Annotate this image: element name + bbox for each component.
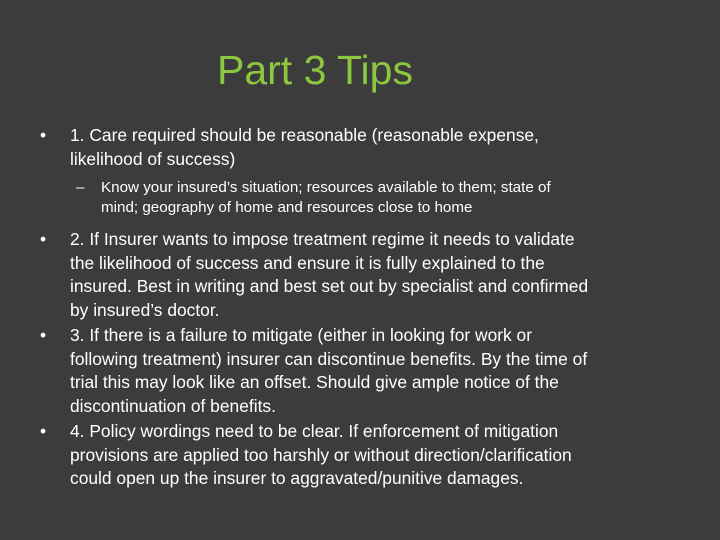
bullet-line: could open up the insurer to aggravated/punitive damages. [70, 468, 524, 488]
bullet-line: following treatment) insurer can discontinue benefits. By the time of [70, 348, 588, 369]
bullet-line: 3. If there is a failure to mitigate (either in looking for work or [70, 325, 533, 345]
slide-body [0, 124, 720, 491]
bullet-item [0, 420, 720, 491]
bullet-marker: • [40, 421, 47, 441]
bullet-marker: • [40, 325, 47, 345]
bullet-item [0, 324, 720, 418]
bullet-line: trial this may look like an offset. Should give ample notice of the [70, 372, 559, 392]
slide-title: Part 3 Tips [217, 47, 413, 93]
bullet-line: discontinuation of benefits. [70, 395, 276, 416]
bullet-line: 2. If Insurer wants to impose treatment regime it needs to validate [70, 229, 575, 249]
bullet-line: provisions are applied too harshly or without direction/clarification [70, 444, 572, 465]
bullet-item [0, 228, 720, 322]
bullet-line: 4. Policy wordings need to be clear. If enforcement of mitigation [70, 421, 559, 441]
bullet-marker: • [40, 125, 47, 145]
sub-bullet-marker: – [76, 179, 85, 196]
bullet-line: the likelihood of success and ensure it is fully explained to the [70, 252, 545, 273]
bullet-line: likelihood of success) [70, 148, 236, 169]
bullet-line: insured. Best in writing and best set out by specialist and confirmed [70, 276, 589, 296]
bullet-item [0, 124, 720, 171]
bullet-line: 1. Care required should be reasonable (reasonable expense, [70, 125, 539, 145]
bullet-marker: • [40, 229, 47, 249]
sub-bullet-line: Know your insured’s situation; resources available to them; state of [101, 179, 551, 196]
sub-bullet-line: mind; geography of home and resources close to home [101, 199, 473, 216]
sub-bullet-item [0, 178, 720, 218]
bullet-line: by insured’s doctor. [70, 299, 220, 320]
